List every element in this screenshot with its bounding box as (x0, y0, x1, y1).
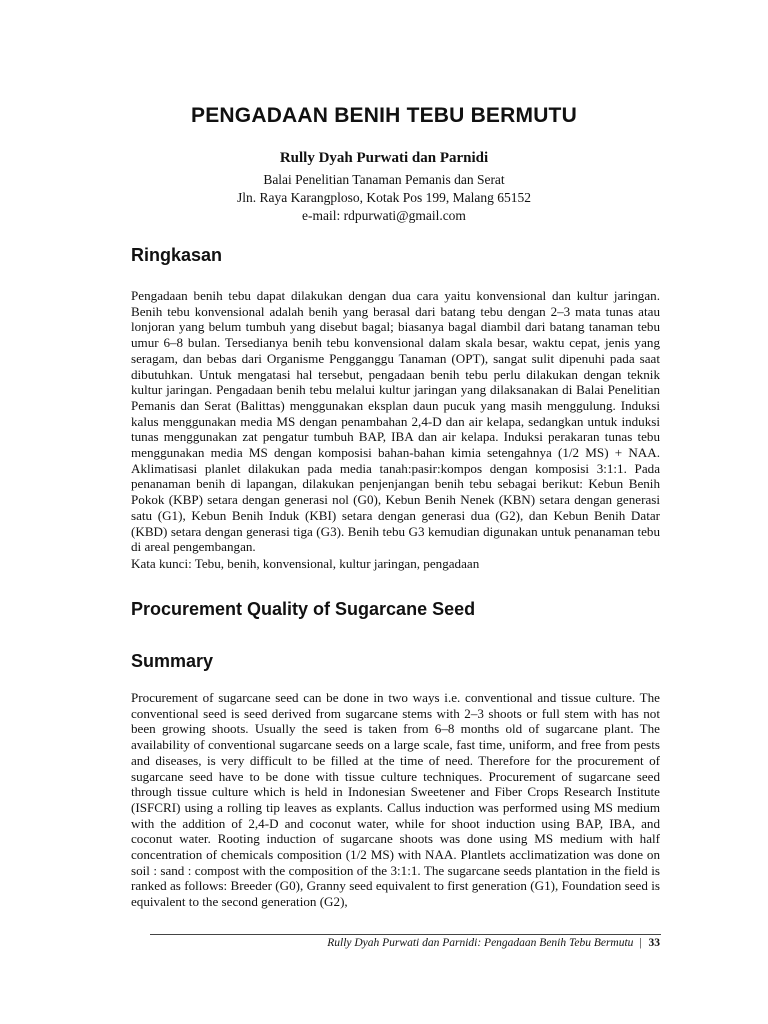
affiliation-address: Jln. Raya Karangploso, Kotak Pos 199, Malang 65152 (237, 190, 531, 205)
page-number: 33 (648, 937, 660, 949)
english-title: Procurement Quality of Sugarcane Seed (131, 599, 476, 619)
paper-title: PENGADAAN BENIH TEBU BERMUTU (191, 104, 577, 127)
authors: Rully Dyah Purwati dan Parnidi (279, 150, 489, 166)
affiliation (0, 171, 768, 225)
abstract-indonesian: Pengadaan benih tebu dapat dilakukan dengan dua cara yaitu konvensional dan kultur jaringan. Benih tebu konvensional adalah benih yang berasal dari batang tebu dengan 2–3 mata tunas atau lonjoran yang belum tumbuh yang disebut bagal; biasanya bagal diambil dari batang tanaman tebu umur 6–8 bulan. Tersedianya benih tebu konvensional dalam skala besar, waktu cepat, jenis yang seragam, dan bebas dari Organisme Pengganggu Tanaman (OPT), sangat sulit dipenuhi pada saat dibutuhkan. Untuk mengatasi hal tersebut, pengadaan benih tebu perlu dilakukan dengan teknik kultur jaringan. Pengadaan benih tebu melalui kultur jaringan yang dilaksanakan di Balai Penelitian Pemanis dan Serat (Balittas) menggunakan eksplan daun pucuk yang masih menggulung. Induksi kalus menggunakan media MS dengan penambahan 2,4-D dan air kelapa, sedangkan untuk induksi tunas menggunakan zat pengatur tumbuh BAP, IBA dan air kelapa. Induksi perakaran tunas tebu menggunakan media MS dengan komposisi bahan-bahan kimia setengahnya (1/2 MS) + NAA. Aklimatisasi planlet dilakukan pada media tanah:pasir:kompos dengan komposisi 3:1:1. Pada penanaman benih di lapangan, dilakukan penjenjangan benih tebu sebagai berikut: Kebun Benih Pokok (KBP) setara dengan generasi nol (G0), Kebun Benih Nenek (KBN) setara dengan generasi satu (G1), Kebun Benih Induk (KBI) setara dengan generasi dua (G2), dan Kebun Benih Datar (KBD) setara dengan generasi tiga (G3). Benih tebu G3 kemudian digunakan untuk penanaman tebu di areal pengembangan. (131, 288, 660, 555)
page-footer (327, 937, 660, 949)
section-heading-ringkasan: Ringkasan (131, 245, 223, 265)
footer-rule (150, 934, 661, 935)
keywords: Kata kunci: Tebu, benih, konvensional, kultur jaringan, pengadaan (131, 556, 480, 571)
affiliation-institution: Balai Penelitian Tanaman Pemanis dan Serat (263, 172, 505, 187)
abstract-english: Procurement of sugarcane seed can be done in two ways i.e. conventional and tissue culture. The conventional seed is seed derived from sugarcane stems with 2–3 shoots or full stem with has not been growing shoots. Usually the seed is taken from 6–8 months old of sugarcane plant. The availability of conventional sugarcane seeds on a large scale, fast time, uniform, and free from pests and diseases, is very difficult to be filled at the time of need. Therefore for the procurement of sugarcane seed have to be done with tissue culture techniques. Procurement of sugarcane seed through tissue culture which is held in Indonesian Sweetener and Fiber Crops Research Institute (ISFCRI) using a rolling tip leaves as explants. Callus induction was performed using MS medium with the addition of 2,4-D and coconut water, while for shoot induction using BAP, IBA, and coconut water. Rooting induction of sugarcane shoots was done using MS medium with half concentration of chemicals composition (1/2 MS) with NAA. Plantlets acclimatization was done on soil : sand : compost with the composition of the 3:1:1. The sugarcane seeds plantation in the field is ranked as follows: Breeder (G0), Granny seed equivalent to first generation (G1), Foundation seed is equivalent to the second generation (G2), (131, 690, 660, 910)
affiliation-email: e-mail: rdpurwati@gmail.com (302, 208, 466, 223)
section-heading-summary: Summary (131, 651, 214, 671)
running-head: Rully Dyah Purwati dan Parnidi: Pengadaan Benih Tebu Bermutu (327, 937, 634, 949)
footer-separator: | (639, 937, 642, 949)
